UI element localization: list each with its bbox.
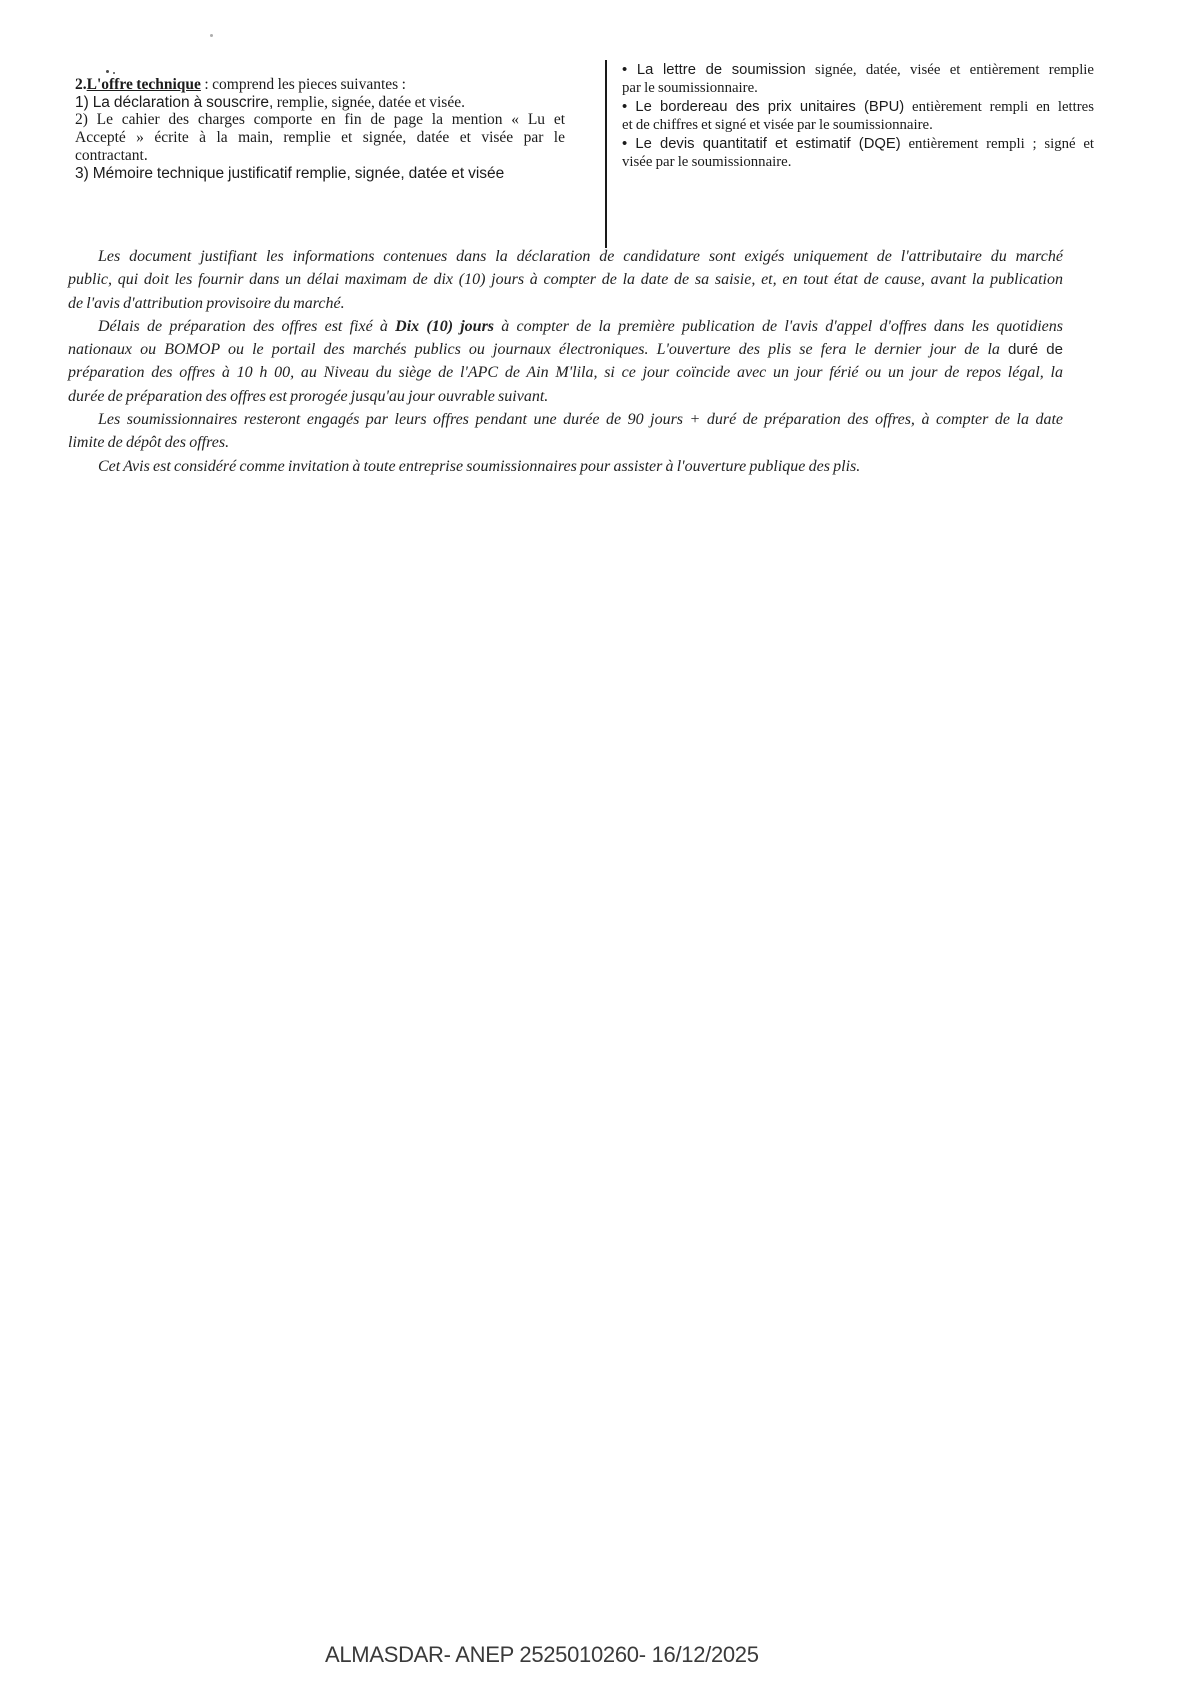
text-segment: limite de dépôt des offres. — [68, 434, 230, 452]
body-line — [68, 268, 1063, 291]
text-segment: signée, datée, visée et entièrement remplie — [805, 62, 1094, 78]
document-line — [75, 129, 565, 147]
document-line — [622, 61, 1094, 79]
body-line — [68, 245, 1063, 268]
text-segment: Les document justifiant les informations contenues dans la déclaration de candidature sont exigés uniquement de l'attributaire du marché — [98, 248, 1063, 265]
document-line — [75, 165, 565, 183]
text-segment: contractant. — [75, 146, 148, 164]
body-line — [68, 361, 1063, 384]
section-heading — [75, 76, 565, 94]
text-segment: 1) La déclaration à souscrire, — [75, 93, 274, 111]
body-line — [68, 455, 1063, 478]
text-segment: entièrement rempli en lettres — [904, 98, 1094, 115]
document-line — [622, 79, 1094, 97]
document-line — [75, 94, 565, 112]
bullet-lead: • Le bordereau des prix unitaires (BPU) — [622, 98, 905, 115]
column-divider-line — [605, 60, 607, 248]
text-segment: entièrement rempli ; signé et — [900, 135, 1094, 152]
body-line — [68, 315, 1063, 338]
body-line — [68, 292, 1063, 315]
publication-footer — [325, 1642, 759, 1668]
heading-title: L'offre technique — [86, 76, 201, 93]
bold-text-segment: Dix (10) jours — [395, 317, 495, 335]
text-segment: remplie, signée, datée et visée. — [273, 93, 465, 111]
heading-number: 2. — [75, 76, 87, 93]
text-segment: à compter de la première publication de l'avis d'appel d'offres dans les quotidiens — [494, 317, 1063, 335]
document-line — [75, 147, 565, 165]
text-segment: Cet Avis est considéré comme invitation à toute entreprise soumissionnaires pour assister à l'ouverture publique des plis. — [98, 457, 861, 475]
body-line — [68, 431, 1063, 454]
text-segment: public, qui doit les fournir dans un délai maximam de dix (10) jours à compter de la date de sa saisie, et, en tout état de cause, avant la publication — [68, 271, 1063, 289]
left-column — [75, 76, 565, 182]
document-line — [622, 153, 1094, 171]
upright-text-segment: duré de — [1008, 341, 1063, 359]
text-segment: et de chiffres et signé et visée par le soumissionnaire. — [622, 117, 933, 134]
heading-rest: : comprend les pieces suivantes : — [200, 76, 406, 93]
body-line — [68, 338, 1063, 361]
text-segment: visée par le soumissionnaire. — [622, 154, 792, 171]
document-line — [622, 135, 1094, 153]
document-line — [622, 98, 1094, 116]
text-segment: 2) Le cahier des charges comporte en fin de page la mention « Lu et — [75, 111, 565, 129]
text-segment: de l'avis d'attribution provisoire du marché. — [68, 294, 345, 312]
scan-artifact — [210, 34, 213, 37]
body-line — [68, 408, 1063, 431]
scan-artifact — [106, 70, 109, 73]
text-segment: Les soumissionnaires resteront engagés par leurs offres pendant une durée de 90 jours + duré de préparation des offres, à compter de la date — [98, 411, 1063, 429]
document-line — [622, 116, 1094, 134]
bullet-lead: • Le devis quantitatif et estimatif (DQE) — [622, 135, 901, 152]
scan-artifact — [113, 72, 115, 74]
text-segment: Délais de préparation des offres est fixé à — [98, 317, 396, 335]
body-text-block — [68, 245, 1063, 478]
text-segment: 3) Mémoire technique justificatif remplie, signée, datée et visée — [75, 164, 505, 182]
right-column — [622, 61, 1094, 171]
text-segment: préparation des offres à 10 h 00, au Niveau du siège de l'APC de Ain M'lila, si ce jour coïncide avec un jour férié ou un jour de repos légal, la — [68, 364, 1063, 382]
bullet-lead: • La lettre de soumission — [622, 62, 806, 78]
text-segment: durée de préparation des offres est prorogée jusqu'au jour ouvrable suivant. — [68, 387, 549, 405]
text-segment: par le soumissionnaire. — [622, 80, 758, 97]
footer-text: ALMASDAR- ANEP 2525010260- 16/12/2025 — [325, 1642, 759, 1667]
body-line — [68, 385, 1063, 408]
document-line — [75, 111, 565, 129]
text-segment: Accepté » écrite à la main, remplie et signée, datée et visée par le — [75, 129, 565, 147]
text-segment: nationaux ou BOMOP ou le portail des marchés publics ou journaux électroniques. L'ouverture des plis se fera le dernier jour de la — [68, 341, 1009, 359]
